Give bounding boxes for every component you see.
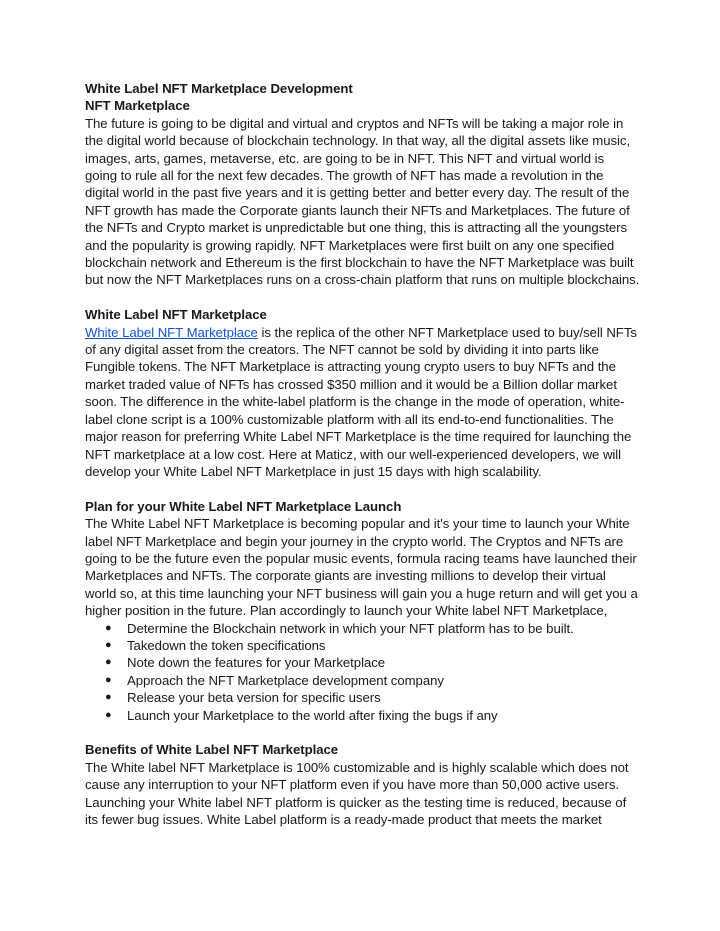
text-line: going to be the future even the popular music events, formula racing teams have launched their [85, 550, 637, 566]
text-fragment: is the replica of the other NFT Marketplace used to buy/sell NFTs [257, 324, 637, 340]
list-item [105, 654, 645, 671]
bullet-icon: ● [105, 656, 112, 669]
text-line: market traded value of NFTs has crossed $350 million and it would be a Billion dollar market [85, 376, 617, 392]
text-line: soon. The difference in the white-label platform is the change in the mode of operation, white- [85, 394, 625, 410]
text-line: The White label NFT Marketplace is 100% customizable and is highly scalable which does not [85, 759, 629, 775]
section-heading-white-label: White Label NFT Marketplace [85, 307, 267, 323]
bullet-icon: ● [105, 708, 112, 721]
text-line: its fewer bug issues. White Label platform is a ready-made product that meets the market [85, 812, 602, 828]
text-line: images, arts, games, metaverse, etc. are going to be in NFT. This NFT and virtual world is [85, 150, 605, 166]
paragraph-nft-marketplace [85, 115, 645, 289]
text-line: the digital world because of blockchain technology. In that way, all the digital assets like music, [85, 133, 631, 149]
paragraph-spacer [85, 724, 645, 741]
text-line: major reason for preferring White Label NFT Marketplace is the time required for launching the [85, 429, 632, 445]
text-line: NFT growth has made the Corporate giants launch their NFTs and Marketplaces. The future of [85, 202, 630, 218]
text-line: label NFT Marketplace and begin your journey in the crypto world. The Cryptos and NFTs are [85, 533, 624, 549]
text-line: world so, at this time launching your NFT business will gain you a huge return and will get you a [85, 585, 638, 601]
list-item-text: Determine the Blockchain network in which your NFT platform has to be built. [127, 620, 574, 636]
text-line: Marketplaces and NFTs. The corporate giants are investing millions to develop their virtual [85, 568, 606, 584]
list-item-text: Note down the features for your Marketplace [127, 655, 386, 671]
text-line: blockchain network and Ethereum is the first blockchain to have the NFT Marketplace was built [85, 255, 634, 271]
section-heading-benefits: Benefits of White Label NFT Marketplace [85, 742, 339, 758]
text-line: develop your White Label NFT Marketplace in just 15 days with high scalability. [85, 463, 542, 479]
paragraph-spacer [85, 289, 645, 306]
bullet-icon: ● [105, 621, 112, 634]
text-line: NFT marketplace at a low cost. Here at Maticz, with our well-experienced developers, we will [85, 446, 622, 462]
text-line [85, 324, 645, 341]
bullet-icon: ● [105, 673, 112, 686]
paragraph-plan [85, 515, 645, 619]
bullet-icon: ● [105, 691, 112, 704]
launch-steps-list [85, 620, 645, 724]
text-line: higher position in the future. Plan accordingly to launch your White label NFT Marketplace, [85, 603, 608, 619]
text-line: label clone script is a 100% customizable platform with all its end-to-end functionalities. The [85, 411, 614, 427]
text-line: cause any interruption to your NFT platform even if you have more than 50,000 active users. [85, 777, 619, 793]
list-item [105, 637, 645, 654]
list-item [105, 672, 645, 689]
text-line: the NFTs and Crypto market is unpredictable but one thing, this is attracting all the youngsters [85, 220, 628, 236]
text-line: but now the NFT Marketplaces runs on a cross-chain platform that runs on multiple blockchains. [85, 272, 640, 288]
text-line: Fungible tokens. The NFT Marketplace is attracting young crypto users to buy NFTs and the [85, 359, 616, 375]
list-item-text: Release your beta version for specific users [127, 690, 381, 706]
list-item [105, 689, 645, 706]
list-item-text: Launch your Marketplace to the world after fixing the bugs if any [127, 707, 498, 723]
text-line: and the popularity is growing rapidly. NFT Marketplaces were first built on any one specified [85, 237, 615, 253]
document-page [85, 80, 645, 828]
text-line: going to rule all for the next few decades. The growth of NFT has made a revolution in the [85, 168, 604, 184]
bullet-icon: ● [105, 638, 112, 651]
list-item [105, 707, 645, 724]
list-item-text: Approach the NFT Marketplace development company [127, 672, 444, 688]
white-label-nft-marketplace-link[interactable]: White Label NFT Marketplace [85, 324, 258, 340]
text-line: of any digital asset from the creators. The NFT cannot be sold by dividing it into parts like [85, 342, 599, 358]
text-line: The future is going to be digital and virtual and cryptos and NFTs will be taking a major role in [85, 115, 624, 131]
document-title: White Label NFT Marketplace Development [85, 81, 353, 96]
list-item [105, 620, 645, 637]
text-line: digital world in the past five years and it is getting better and better every day. The result of the [85, 185, 630, 201]
text-line: Launching your White label NFT platform is quicker as the testing time is reduced, because of [85, 794, 627, 810]
list-item-text: Takedown the token specifications [127, 637, 326, 653]
text-line: The White Label NFT Marketplace is becoming popular and it's your time to launch your White [85, 516, 630, 532]
paragraph-spacer [85, 480, 645, 497]
section-heading-nft-marketplace: NFT Marketplace [85, 98, 190, 114]
paragraph-benefits [85, 759, 645, 829]
paragraph-white-label [85, 324, 645, 481]
section-heading-plan: Plan for your White Label NFT Marketplace Launch [85, 498, 402, 514]
